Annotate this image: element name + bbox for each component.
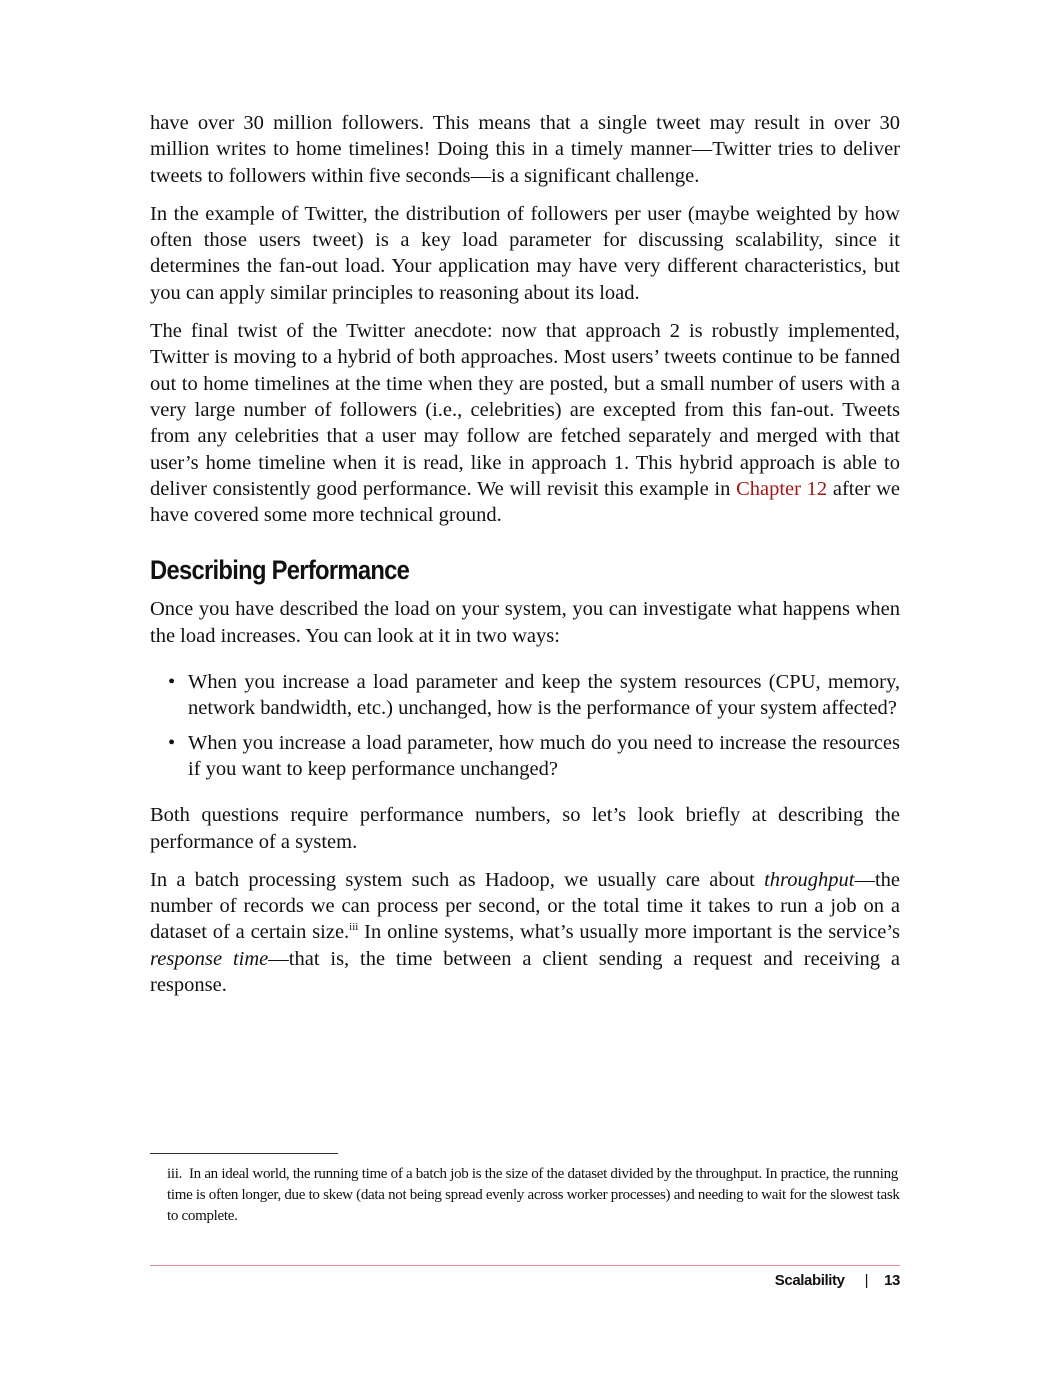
twist-text: The final twist of the Twitter anecdote: now that approach 2 is robustly implemented, Twitter is moving to a hybrid of both approaches. Most users’ tweets continue to be fanned out to home timelines at the time when they are posted, but a small number of users with a very large number of followers (i.e., celebrities) are excepted from this fan-out. Tweets from any celebrities that a user may follow are fetched separately and merged with that user’s home timeline when it is read, like in approach 1. This hybrid approach is able to deliver consistently good performance. We will revisit this example in (150, 320, 900, 500)
batch-text-1: In a batch processing system such as Hadoop, we usually care about (150, 868, 765, 891)
bullet-icon: • (168, 671, 176, 694)
bullet-list (150, 669, 900, 782)
list-item-text: When you increase a load parameter and keep the system resources (CPU, memory, network bandwidth, etc.) unchanged, how is the performance of your system affected? (188, 671, 900, 720)
list-item (150, 730, 900, 783)
footer-section: Scalability (774, 1272, 845, 1289)
footer-divider (150, 1265, 900, 1266)
footnote-ref[interactable]: iii (349, 921, 359, 934)
footnote-marker: iii. (167, 1166, 183, 1182)
twist-text-end: after we have covered some more technical ground. (150, 477, 900, 527)
paragraph-intro: Once you have described the load on your system, you can investigate what happens when the load increases. You can look at it in two ways: (150, 598, 900, 647)
section-heading: Describing Performance (150, 555, 410, 586)
page-number: 13 (884, 1272, 900, 1289)
term-throughput: throughput (764, 868, 855, 891)
bullet-icon: • (168, 731, 176, 754)
batch-text-4: —that is, the time between a client sending a request and receiving a response. (150, 947, 901, 997)
paragraph-both-questions: Both questions require performance numbers, so let’s look briefly at describing the performance of a system. (150, 804, 900, 853)
footnote-divider (150, 1153, 338, 1154)
list-item (150, 669, 900, 722)
batch-text-3: In online systems, what’s usually more important is the service’s (358, 921, 900, 944)
running-footer (775, 1272, 900, 1289)
chapter-12-link[interactable]: Chapter 12 (736, 477, 828, 500)
list-item-text: When you increase a load parameter, how much do you need to increase the resources if you want to keep performance unchanged? (188, 731, 900, 780)
paragraph-twist (150, 318, 900, 528)
footer-separator: | (864, 1272, 869, 1289)
paragraph-batch (150, 867, 900, 998)
page-body (150, 110, 900, 1010)
footnote (167, 1164, 900, 1227)
footnote-text: In an ideal world, the running time of a batch job is the size of the dataset divided by the throughput. In practice, the running time is often longer, due to skew (data not being spread evenly across worker processes) and needing to wait for the slowest task to complete. (167, 1166, 900, 1224)
batch-text-2: —the number of records we can process per second, or the total time it takes to run a job on a dataset of a certain size. (150, 868, 900, 944)
paragraph-followers: have over 30 million followers. This means that a single tweet may result in over 30 million writes to home timelines! Doing this in a timely manner—Twitter tries to deliver tweets to followers within five seconds—is a significant challenge. (150, 112, 900, 187)
paragraph-distribution: In the example of Twitter, the distribution of followers per user (maybe weighted by how often those users tweet) is a key load parameter for discussing scalability, since it determines the fan-out load. Your application may have very different characteristics, but you can apply similar principles to reasoning about its load. (150, 202, 900, 304)
term-response-time: response time (150, 947, 269, 970)
